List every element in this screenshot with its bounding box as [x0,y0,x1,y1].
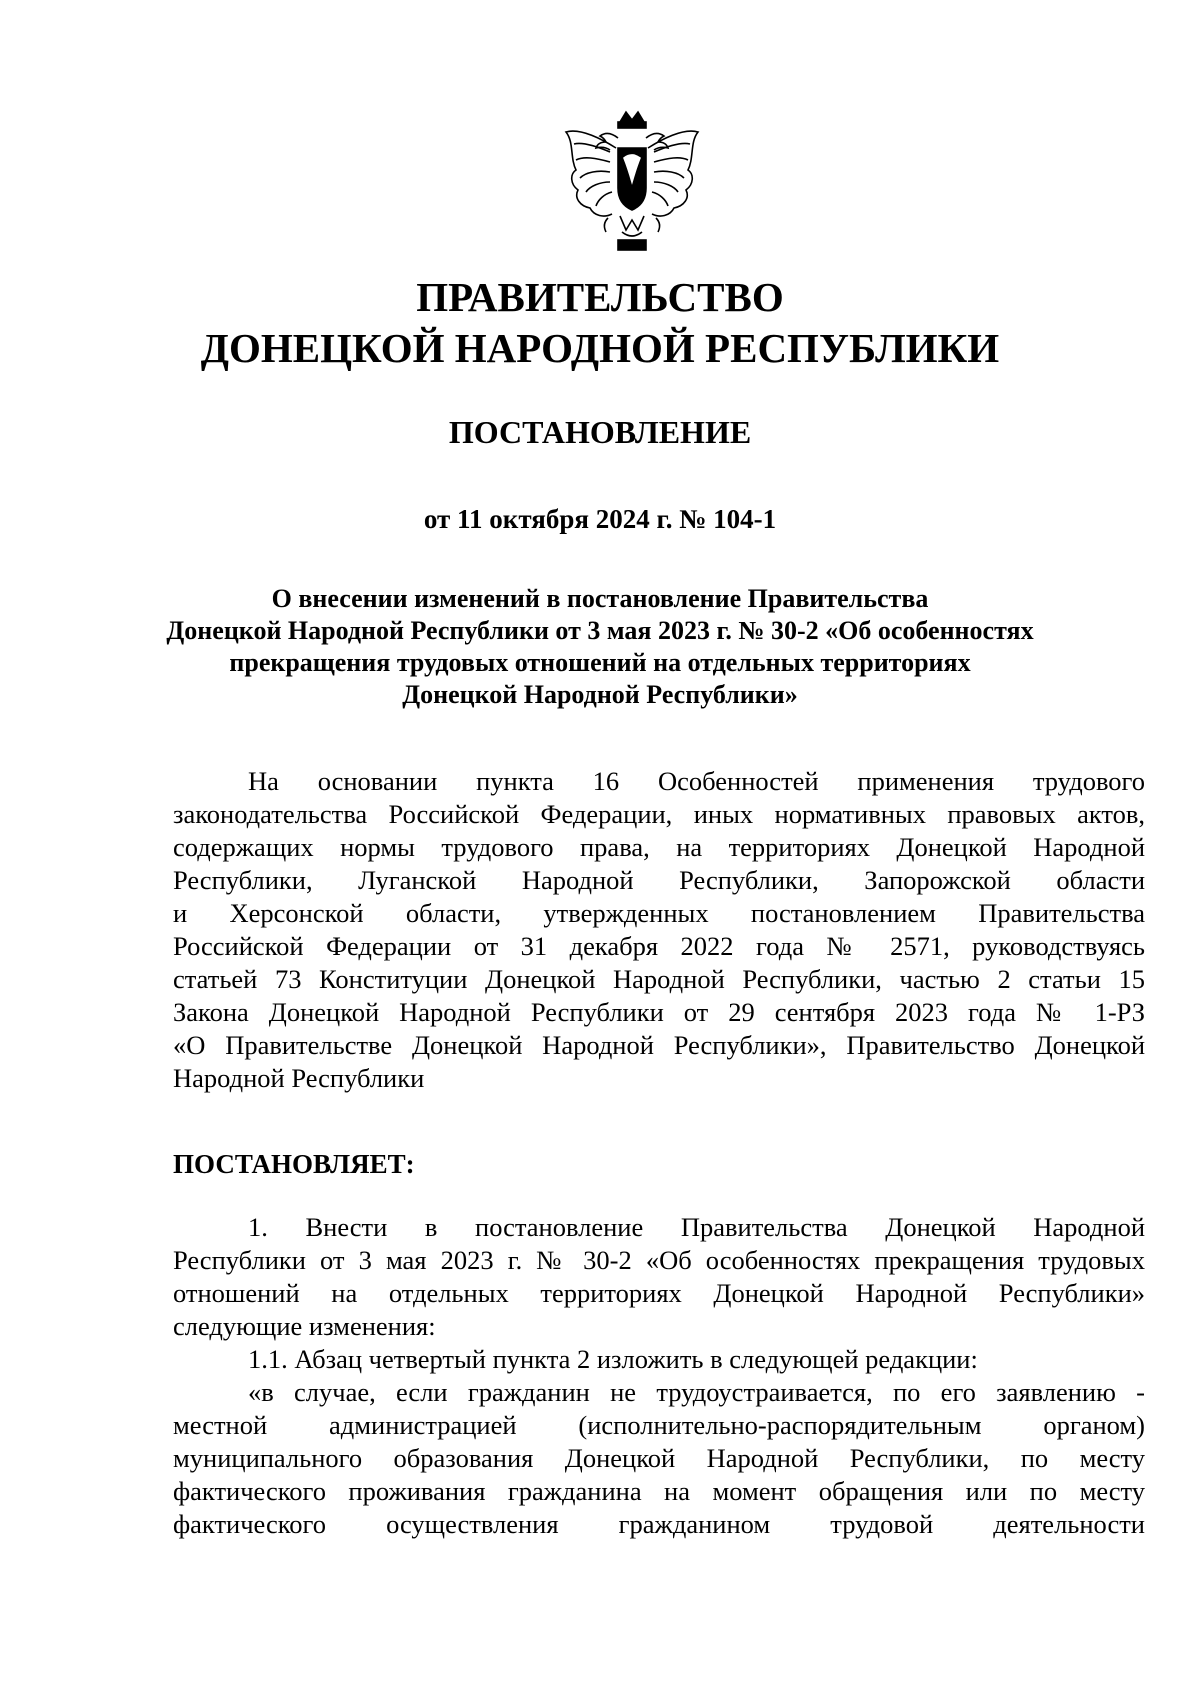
item-1-line: следующие изменения: [173,1311,436,1341]
government-title [0,272,1200,374]
preamble-line: Закона Донецкой Народной Республики от 29 сентября 2023 года № 1-РЗ [173,997,1145,1027]
coat-of-arms-icon [560,108,704,266]
subject-line: Донецкой Народной Республики» [402,680,798,709]
quote-line: фактического проживания гражданина на момент обращения или по месту [173,1476,1145,1506]
item-1-line: 1. Внести в постановление Правительства Донецкой Народной [248,1212,1145,1242]
preamble-paragraph [173,765,1145,1095]
item-1-line: отношений на отдельных территориях Донецкой Народной Республики» [173,1278,1145,1308]
quote-line: местной администрацией (исполнительно-распорядительным органом) [173,1410,1145,1440]
subject-line: прекращения трудовых отношений на отдельных территориях [229,648,971,677]
preamble-line: и Херсонской области, утвержденных постановлением Правительства [173,898,1145,928]
item-1-line: Республики от 3 мая 2023 г. № 30-2 «Об особенностях прекращения трудовых [173,1245,1145,1275]
subject-line: О внесении изменений в постановление Правительства [271,584,929,613]
preamble-line: На основании пункта 16 Особенностей применения трудового [248,766,1145,796]
item-1-1-line: 1.1. Абзац четвертый пункта 2 изложить в следующей редакции: [248,1344,978,1374]
item-1-section [173,1211,1145,1541]
preamble-line: «О Правительстве Донецкой Народной Республики», Правительство Донецкой [173,1030,1145,1060]
quote-line: «в случае, если гражданин не трудоустраивается, по его заявлению - [248,1377,1145,1407]
preamble-line: Народной Республики [173,1063,425,1093]
quote-line: муниципального образования Донецкой Народной Республики, по месту [173,1443,1145,1473]
quote-line: фактического осуществления гражданином трудовой деятельности [173,1509,1145,1539]
document-type: ПОСТАНОВЛЕНИЕ [448,414,752,450]
subject-line: Донецкой Народной Республики от 3 мая 2023 г. № 30-2 «Об особенностях [166,616,1034,645]
preamble-line: Республики, Луганской Народной Республики, Запорожской области [173,865,1145,895]
org-line-1: ПРАВИТЕЛЬСТВО [416,274,784,320]
org-line-2: ДОНЕЦКОЙ НАРОДНОЙ РЕСПУБЛИКИ [200,325,1000,371]
resolves-heading: ПОСТАНОВЛЯЕТ: [173,1149,415,1179]
preamble-line: Российской Федерации от 31 декабря 2022 года № 2571, руководствуясь [173,931,1145,961]
preamble-line: законодательства Российской Федерации, иных нормативных правовых актов, [173,799,1145,829]
preamble-line: содержащих нормы трудового права, на территориях Донецкой Народной [173,832,1145,862]
decree-subject [0,583,1200,711]
preamble-line: статьей 73 Конституции Донецкой Народной Республики, частью 2 статьи 15 [173,964,1145,994]
decree-date-number: от 11 октября 2024 г. № 104-1 [423,504,777,534]
